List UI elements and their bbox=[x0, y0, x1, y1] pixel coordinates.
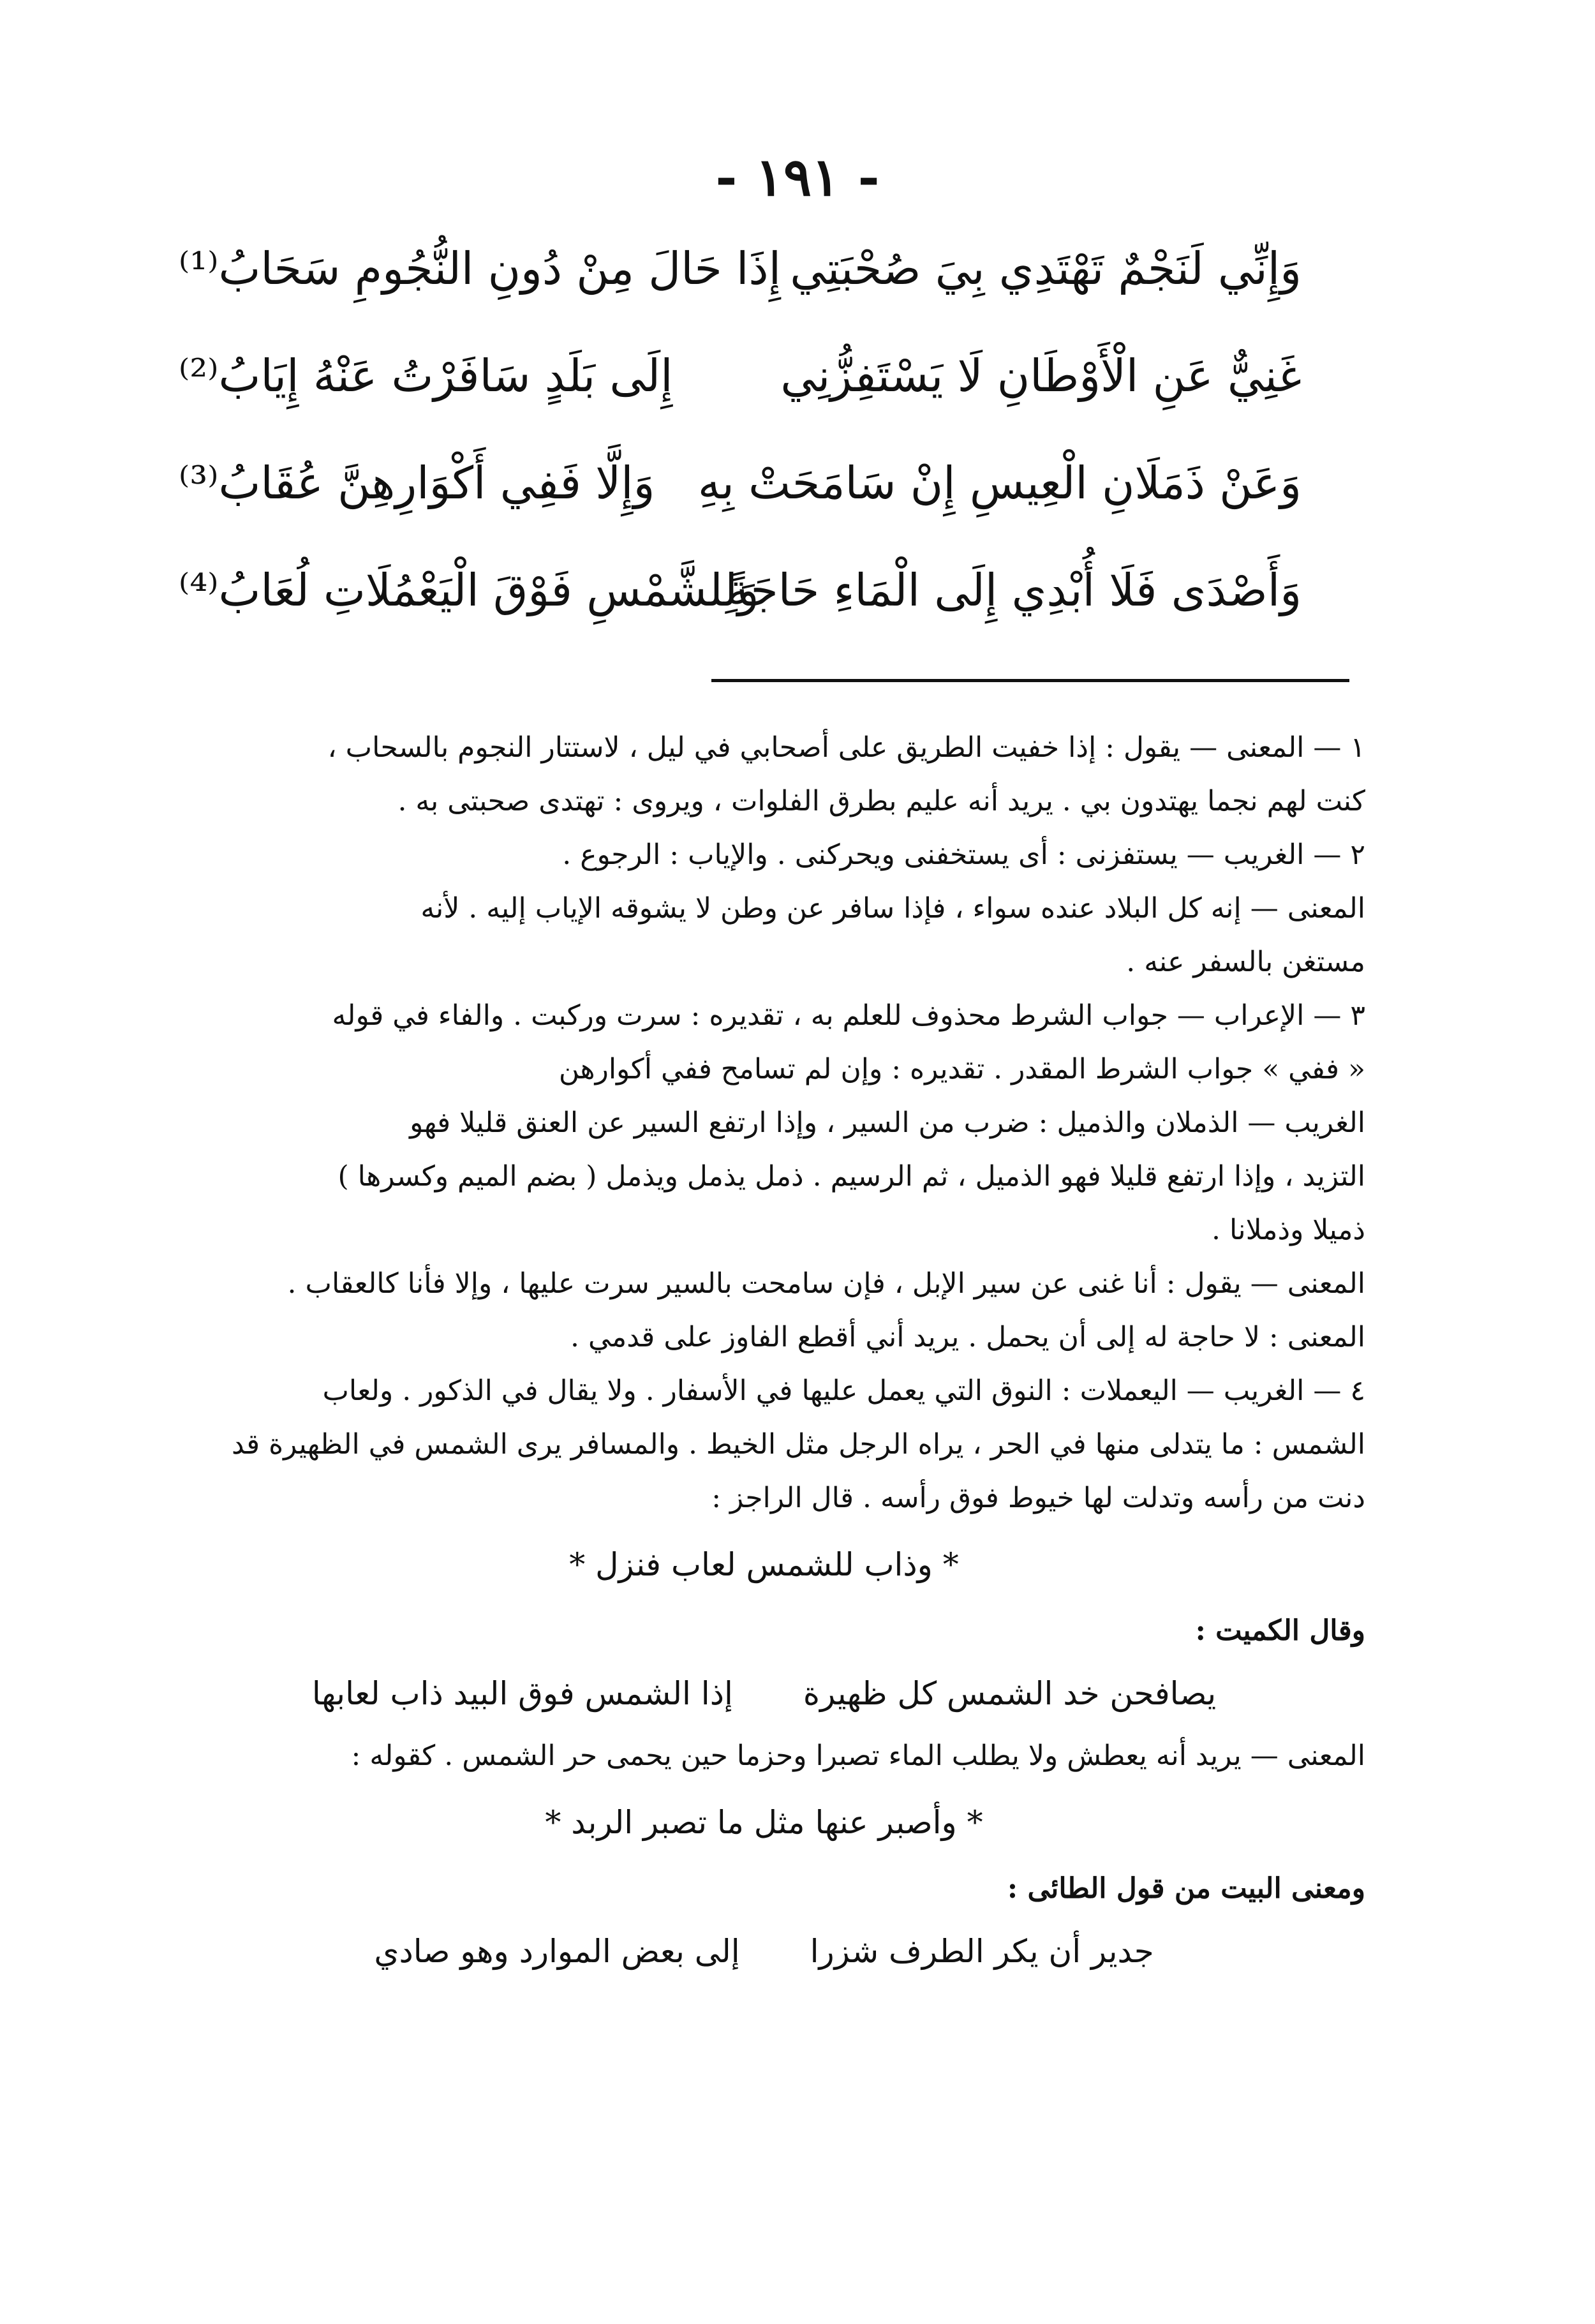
poem-second-hemistich: وَإِلَّا فَفِي أَكْوَارِهِنَّ عُقَابُ⁽³⁾ bbox=[179, 457, 655, 509]
verse-second-hemistich: إلى بعض الموارد وهو صادي bbox=[374, 1933, 740, 1970]
meaning-line: المعنى — يريد أنه يعطش ولا يطلب الماء تصبرا وحزما حين يحمى حر الشمس . كقوله : bbox=[351, 1739, 1365, 1772]
poem-line bbox=[179, 457, 1302, 564]
kumait-intro: وقال الكميت : bbox=[1195, 1614, 1365, 1647]
poem-line bbox=[179, 242, 1302, 350]
tai-verse bbox=[163, 1925, 1365, 1978]
verse-first-hemistich: يصافحن خد الشمس كل ظهيرة bbox=[803, 1675, 1217, 1712]
note-3-line: المعنى — يقول : أنا غنى عن سير الإبل ، فإن سامحت بالسير سرت عليها ، وإلا فأنا كالعقاب . bbox=[287, 1267, 1365, 1300]
poem-second-hemistich: إِلَى بَلَدٍ سَافَرْتُ عَنْهُ إِيَابُ⁽²⁾ bbox=[179, 350, 673, 402]
verse-first-hemistich: جدير أن يكر الطرف شزرا bbox=[810, 1933, 1154, 1970]
verse-second-hemistich: إذا الشمس فوق البيد ذاب لعابها bbox=[311, 1675, 733, 1712]
note-4-line: الشمس : ما يتدلى منها في الحر ، يراه الرجل مثل الخيط . والمسافر يرى الشمس في الظهيرة قد bbox=[232, 1428, 1365, 1461]
note-3-line: ذميلا وذملانا . bbox=[1212, 1214, 1365, 1246]
note-3-line: المعنى : لا حاجة له إلى أن يحمل . يريد أني أقطع الفاوز على قدمي . bbox=[570, 1321, 1365, 1353]
note-3-line: ٣ — الإعراب — جواب الشرط محذوف للعلم به ، تقديره : سرت وركبت . والفاء في قوله bbox=[332, 999, 1365, 1032]
poem-first-hemistich: وَإِنِّي لَنَجْمٌ تَهْتَدِي بِيَ صُحْبَتِي bbox=[790, 242, 1302, 295]
separator-rule bbox=[711, 679, 1349, 682]
poem-first-hemistich: وَأَصْدَى فَلَا أُبْدِي إِلَى الْمَاءِ حَاجَةً bbox=[726, 564, 1302, 616]
note-3-line: « ففي » جواب الشرط المقدر . تقديره : وإن لم تسامح ففي أكوارهن bbox=[558, 1053, 1365, 1085]
note-2-line: ٢ — الغريب — يستفزنى : أى يستخفنى ويحركنى . والإياب : الرجوع . bbox=[562, 838, 1365, 871]
note-3-line: الغريب — الذملان والذميل : ضرب من السير ، وإذا ارتفع السير عن العنق قليلا فهو bbox=[410, 1106, 1365, 1139]
kumait-verse bbox=[163, 1667, 1365, 1720]
quoted-verse: * وذاب للشمس لعاب فنزل * bbox=[569, 1546, 959, 1583]
note-1-line: ١ — المعنى — يقول : إذا خفيت الطريق على أصحابي في ليل ، لاستتار النجوم بالسحاب ، bbox=[327, 731, 1365, 764]
poem-second-hemistich: وَلِلشَّمْسِ فَوْقَ الْيَعْمُلَاتِ لُعَابُ⁽⁴⁾ bbox=[179, 564, 759, 616]
poem-first-hemistich: غَنِيٌّ عَنِ الْأَوْطَانِ لَا يَسْتَفِزُّنِي bbox=[780, 350, 1302, 402]
poem-first-hemistich: وَعَنْ ذَمَلَانِ الْعِيسِ إِنْ سَامَحَتْ بِهِ bbox=[697, 457, 1302, 509]
quoted-verse: * وأصبر عنها مثل ما تصبر الربد * bbox=[545, 1804, 983, 1841]
poem-line bbox=[179, 350, 1302, 457]
poem-line bbox=[179, 564, 1302, 671]
commentary bbox=[163, 721, 1365, 1987]
note-2-line: المعنى — إنه كل البلاد عنده سواء ، فإذا سافر عن وطن لا يشوقه الإياب إليه . لأنه bbox=[420, 892, 1365, 925]
poem bbox=[179, 242, 1302, 671]
page-number: - ١٩١ - bbox=[715, 147, 880, 208]
note-3-line: التزيد ، وإذا ارتفع قليلا فهو الذميل ، ثم الرسيم . ذمل يذمل ويذمل ( بضم الميم وكسرها ) bbox=[338, 1160, 1365, 1193]
note-1-line: كنت لهم نجما يهتدون بي . يريد أنه عليم بطرق الفلوات ، ويروى : تهتدى صحبتى به . bbox=[397, 785, 1365, 817]
note-2-line: مستغن بالسفر عنه . bbox=[1126, 946, 1365, 978]
note-4-line: ٤ — الغريب — اليعملات : النوق التي يعمل عليها في الأسفار . ولا يقال في الذكور . ولعاب bbox=[322, 1374, 1365, 1407]
tai-intro: ومعنى البيت من قول الطائى : bbox=[1007, 1872, 1365, 1905]
note-4-line: دنت من رأسه وتدلت لها خيوط فوق رأسه . قال الراجز : bbox=[711, 1482, 1365, 1514]
poem-second-hemistich: إِذَا حَالَ مِنْ دُونِ النُّجُومِ سَحَابُ⁽¹⁾ bbox=[179, 242, 782, 295]
